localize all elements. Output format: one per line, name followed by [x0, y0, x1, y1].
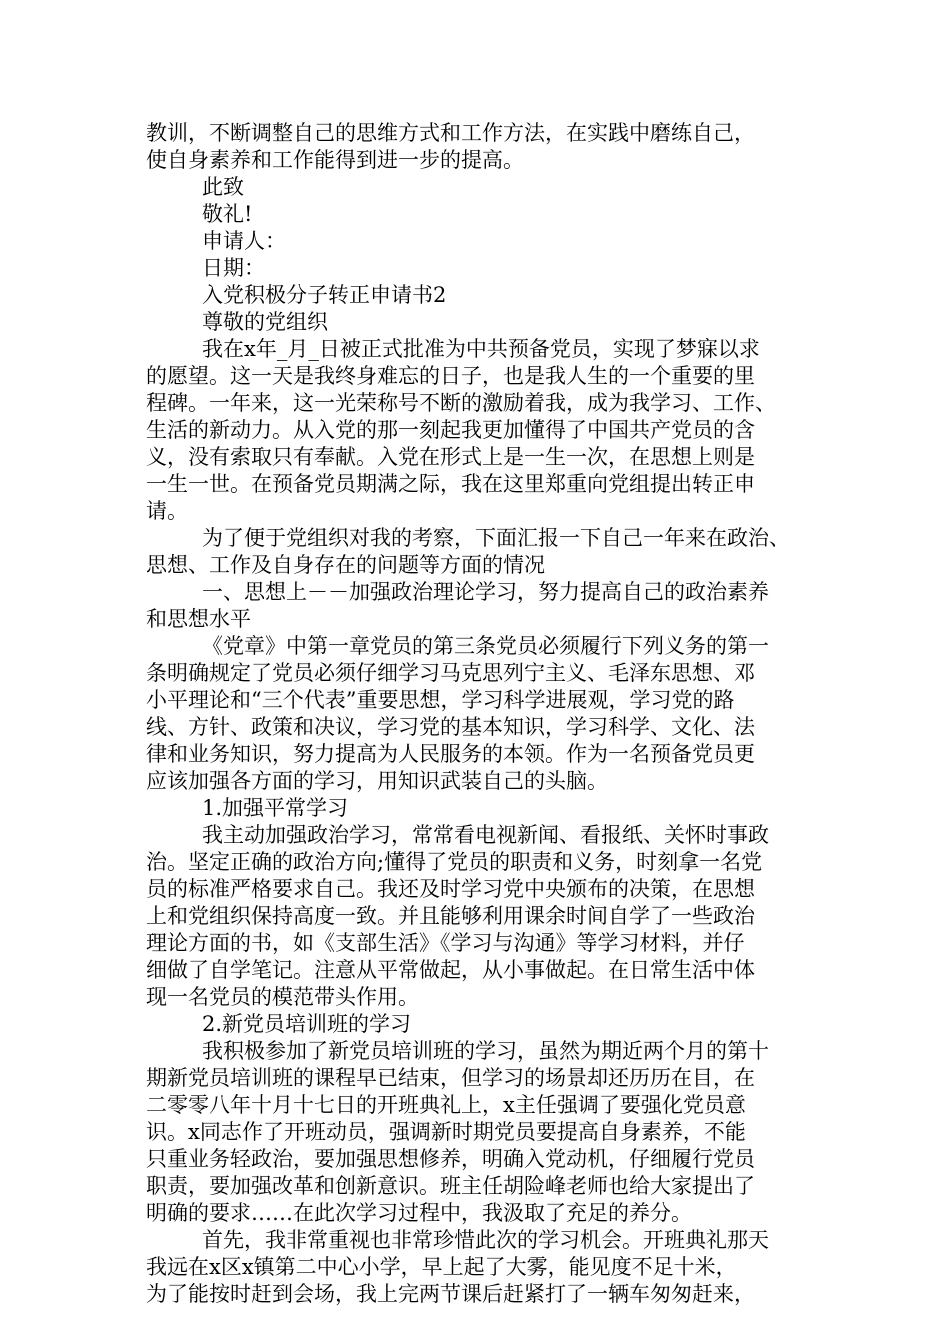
text-line: 使自身素养和工作能得到进一步的提高。 — [146, 148, 524, 172]
text-line: 思想、工作及自身存在的问题等方面的情况 — [146, 553, 545, 577]
text-line: 治。坚定正确的政治方向;懂得了党员的职责和义务，时刻拿一名党 — [146, 850, 763, 874]
text-line: 首先，我非常重视也非常珍惜此次的学习机会。开班典礼那天 — [202, 1228, 769, 1252]
text-line: 教训，不断调整自己的思维方式和工作方法，在实践中磨练自己， — [146, 121, 755, 145]
text-line: 小平理论和“三个代表”重要思想，学习科学进展观，学习党的路 — [146, 688, 735, 712]
text-line: 请。 — [146, 499, 188, 523]
text-line: 一生一世。在预备党员期满之际，我在这里郑重向党组提出转正申 — [146, 472, 755, 496]
text-line: 员的标准严格要求自己。我还及时学习党中央颁布的决策，在思想 — [146, 877, 755, 901]
text-line: 生活的新动力。从入党的那一刻起我更加懂得了中国共产党员的含 — [146, 418, 755, 442]
text-line: 为了便于党组织对我的考察，下面汇报一下自己一年来在政治、 — [202, 526, 790, 550]
text-line: 为了能按时赶到会场，我上完两节课后赶紧打了一辆车匆匆赶来， — [146, 1282, 755, 1306]
text-line: 《党章》中第一章党员的第三条党员必须履行下列义务的第一 — [202, 634, 769, 658]
text-line: 识。x同志作了开班动员，强调新时期党员要提高自身素养，不能 — [146, 1120, 746, 1144]
text-line: 现一名党员的模范带头作用。 — [146, 985, 419, 1009]
text-line: 申请人： — [202, 229, 286, 253]
text-line: 我主动加强政治学习，常常看电视新闻、看报纸、关怀时事政 — [202, 823, 769, 847]
text-line: 条明确规定了党员必须仔细学习马克思列宁主义、毛泽东思想、邓 — [146, 661, 755, 685]
text-line: 义，没有索取只有奉献。入党在形式上是一生一次，在思想上则是 — [146, 445, 755, 469]
text-line: 律和业务知识，努力提高为人民服务的本领。作为一名预备党员更 — [146, 742, 755, 766]
text-line: 理论方面的书，如《支部生活》《学习与沟通》等学习材料，并仔 — [146, 931, 745, 955]
text-line: 上和党组织保持高度一致。并且能够利用课余时间自学了一些政治 — [146, 904, 755, 928]
text-line: 我远在x区x镇第二中心小学，早上起了大雾，能见度不足十米， — [146, 1255, 737, 1279]
text-line: 我在x年_月_日被正式批准为中共预备党员，实现了梦寐以求 — [202, 337, 760, 361]
text-line: 期新党员培训班的课程早已结束，但学习的场景却还历历在目，在 — [146, 1066, 755, 1090]
text-line: 二零零八年十月十七日的开班典礼上，x主任强调了要强化党员意 — [146, 1093, 746, 1117]
text-line: 职责，要加强改革和创新意识。班主任胡险峰老师也给大家提出了 — [146, 1174, 755, 1198]
text-line: 我积极参加了新党员培训班的学习，虽然为期近两个月的第十 — [202, 1039, 769, 1063]
text-line: 线、方针、政策和决议，学习党的基本知识，学习科学、文化、法 — [146, 715, 755, 739]
text-line: 的愿望。这一天是我终身难忘的日子，也是我人生的一个重要的里 — [146, 364, 755, 388]
text-line: 入党积极分子转正申请书2 — [202, 283, 447, 307]
text-line: 程碑。一年来，这一光荣称号不断的激励着我，成为我学习、工作、 — [146, 391, 776, 415]
text-line: 尊敬的党组织 — [202, 310, 328, 334]
text-line: 1.加强平常学习 — [202, 796, 349, 820]
text-line: 和思想水平 — [146, 607, 251, 631]
text-line: 2.新党员培训班的学习 — [202, 1012, 412, 1036]
text-line: 细做了自学笔记。注意从平常做起，从小事做起。在日常生活中体 — [146, 958, 755, 982]
text-line: 一、思想上－－加强政治理论学习，努力提高自己的政治素养 — [202, 580, 769, 604]
text-line: 明确的要求……在此次学习过程中，我汲取了充足的养分。 — [146, 1201, 692, 1225]
document-page — [146, 120, 826, 1308]
text-line: 此致 — [202, 175, 244, 199]
text-line: 敬礼! — [202, 202, 253, 226]
text-line: 应该加强各方面的学习，用知识武装自己的头脑。 — [146, 769, 608, 793]
text-line: 只重业务轻政治，要加强思想修养，明确入党动机，仔细履行党员 — [146, 1147, 755, 1171]
text-line: 日期： — [202, 256, 265, 280]
